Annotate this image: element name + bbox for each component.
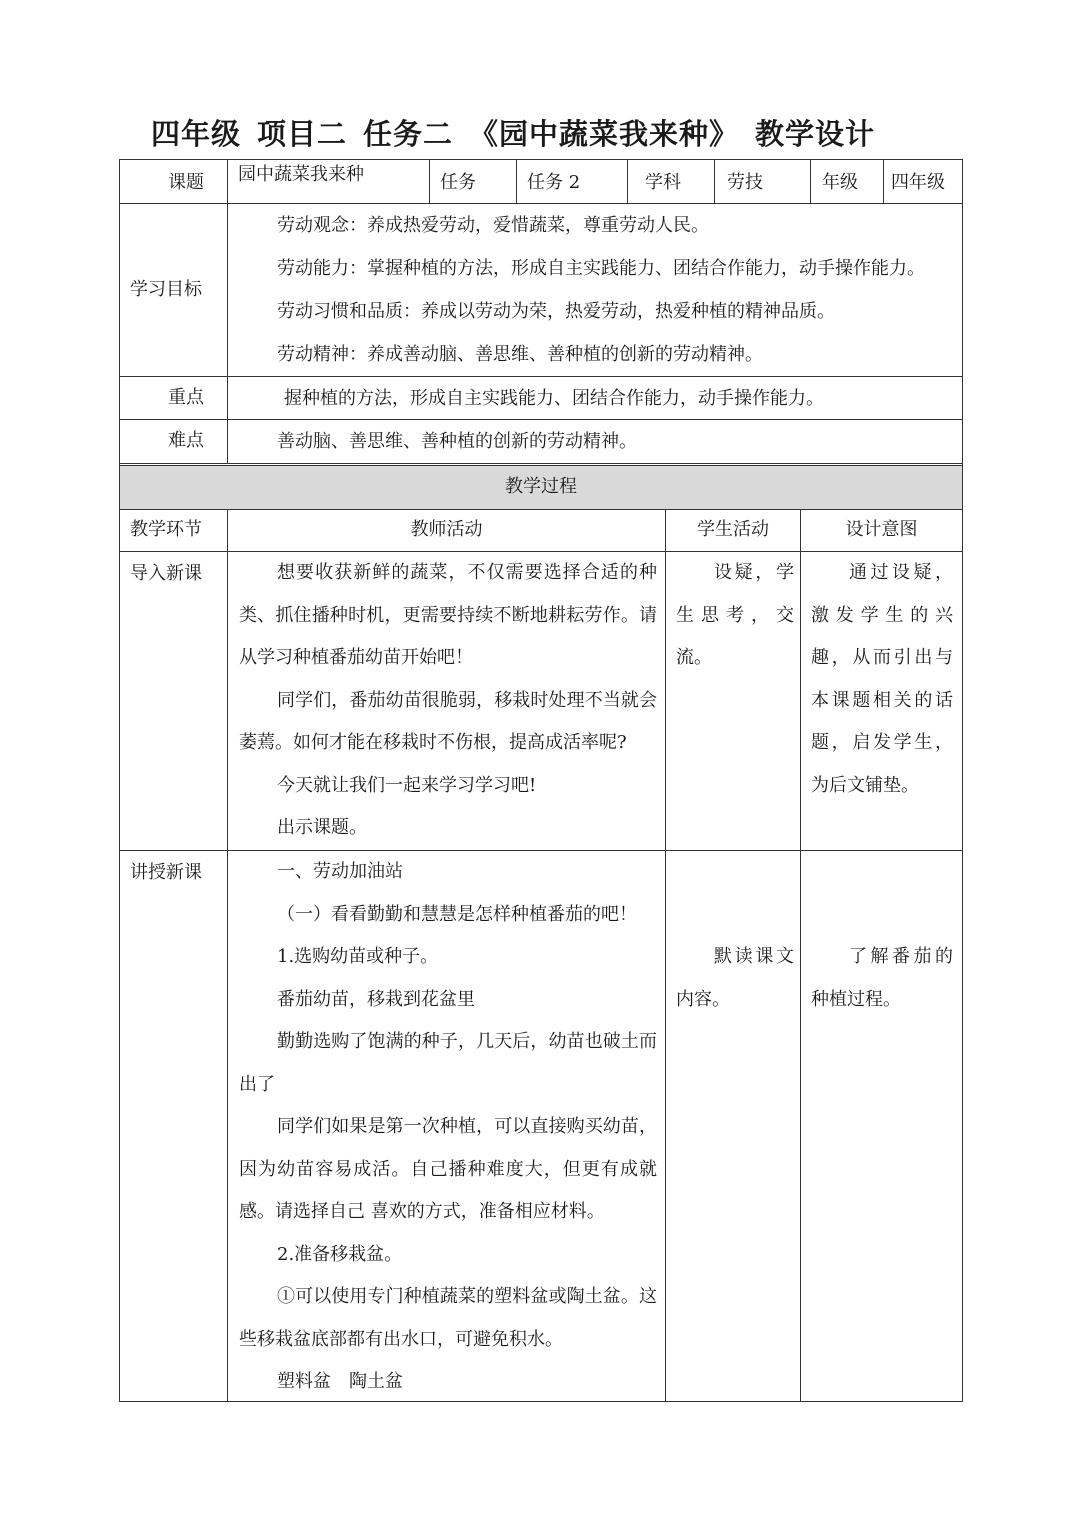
col-divider [627,160,628,203]
col-divider [810,160,811,203]
row-divider [120,509,962,510]
key-points-label: 重点 [168,387,204,408]
col-divider [714,160,715,203]
teacher-paragraph: 1.选购幼苗或种子。 [277,946,439,967]
design-intent: 通过设疑，激发学生的兴趣，从而引出与本课题相关的话题，启发学生，为后文铺垫。 [811,562,953,796]
topic-value: 园中蔬菜我来种 [238,164,364,185]
header-student: 学生活动 [697,519,769,540]
teacher-paragraph: ①可以使用专门种植蔬菜的塑料盆或陶土盆。这些移栽盆底部都有出水口，可避免积水。 [239,1286,657,1350]
grade-value: 四年级 [891,172,945,193]
grade-label: 年级 [822,172,858,193]
intro-stage: 导入新课 [130,563,202,584]
intro-intent [811,552,953,807]
design-intent: 了解番茄的种植过程。 [811,946,953,1010]
lesson-plan-table [119,159,963,1402]
lecture-teacher [239,851,657,1404]
difficulties-text: 善动脑、善思维、善种植的创新的劳动精神。 [277,431,637,452]
topic-label: 课题 [168,172,204,193]
row-divider [120,203,962,204]
col-divider [227,160,228,463]
teacher-paragraph: 勤勤选购了饱满的种子，几天后，幼苗也破土而出了 [239,1031,657,1095]
title-lesson-name: 《园中蔬菜我来种》 [469,117,740,151]
task-value: 任务 2 [527,172,581,193]
col-divider [883,160,884,203]
teacher-paragraph: 今天就让我们一起来学习学习吧! [277,774,537,796]
teacher-paragraph: 出示课题。 [277,817,367,838]
lecture-student [676,936,794,1021]
lecture-stage: 讲授新课 [130,862,202,883]
objective-item: 劳动习惯和品质：养成以劳动为荣，热爱劳动，热爱种植的精神品质。 [277,301,835,322]
title-grade: 四年级 [150,117,241,151]
intro-teacher [239,552,657,850]
row-divider [120,376,962,377]
row-divider [120,419,962,420]
teacher-paragraph: 一、劳动加油站 [277,861,403,882]
teacher-paragraph: （一）看看勤勤和慧慧是怎样种植番茄的吧！ [277,903,637,925]
title-suffix: 教学设计 [755,117,876,151]
lecture-intent [811,936,953,1021]
key-points-text: 握种植的方法，形成自主实践能力、团结合作能力，动手操作能力。 [284,388,824,409]
task-label: 任务 [440,172,476,193]
teacher-paragraph: 同学们如果是第一次种植，可以直接购买幼苗，因为幼苗容易成活。自己播种难度大，但更有成就感。请选择自己 喜欢的方式，准备相应材料。 [239,1116,657,1222]
title-task: 任务二 [362,117,453,151]
teacher-paragraph: 番茄幼苗，移栽到花盆里 [277,988,475,1010]
teacher-paragraph: 同学们，番茄幼苗很脆弱，移栽时处理不当就会萎蔫。如何才能在移栽时不伤根，提高成活率呢? [239,689,657,753]
col-divider [665,509,666,1402]
col-divider [800,509,801,1402]
objective-item: 劳动能力：掌握种植的方法，形成自主实践能力、团结合作能力，动手操作能力。 [277,258,925,279]
row-divider [120,465,962,466]
header-intent: 设计意图 [845,519,918,540]
objective-item: 劳动精神：养成善动脑、善思维、善种植的创新的劳动精神。 [277,344,763,365]
col-divider [429,160,430,203]
col-divider [516,160,517,203]
teacher-paragraph: 想要收获新鲜的蔬菜，不仅需要选择合适的种类、抓住播种时机，更需要持续不断地耕耘劳作。请从学习种植番茄幼苗开始吧！ [239,562,657,668]
header-stage: 教学环节 [130,519,202,540]
teacher-paragraph: 2.准备移栽盆。 [277,1243,403,1265]
teacher-paragraph: 塑料盆 陶土盆 [277,1371,403,1392]
title-project: 项目二 [256,117,347,151]
header-teacher: 教师活动 [410,519,483,540]
col-divider [227,509,228,1402]
student-activity: 设疑，学生思考，交流。 [676,562,794,668]
subject-label: 学科 [645,172,681,193]
intro-student [676,552,794,680]
row-divider [120,463,962,464]
subject-value: 劳技 [727,172,763,193]
process-title: 教学过程 [505,476,577,497]
page-title [0,112,1026,153]
student-activity: 默读课文内容。 [676,946,794,1010]
difficulties-label: 难点 [168,430,204,451]
objective-item: 劳动观念：养成热爱劳动，爱惜蔬菜，尊重劳动人民。 [277,215,709,236]
objectives-label: 学习目标 [130,279,202,300]
